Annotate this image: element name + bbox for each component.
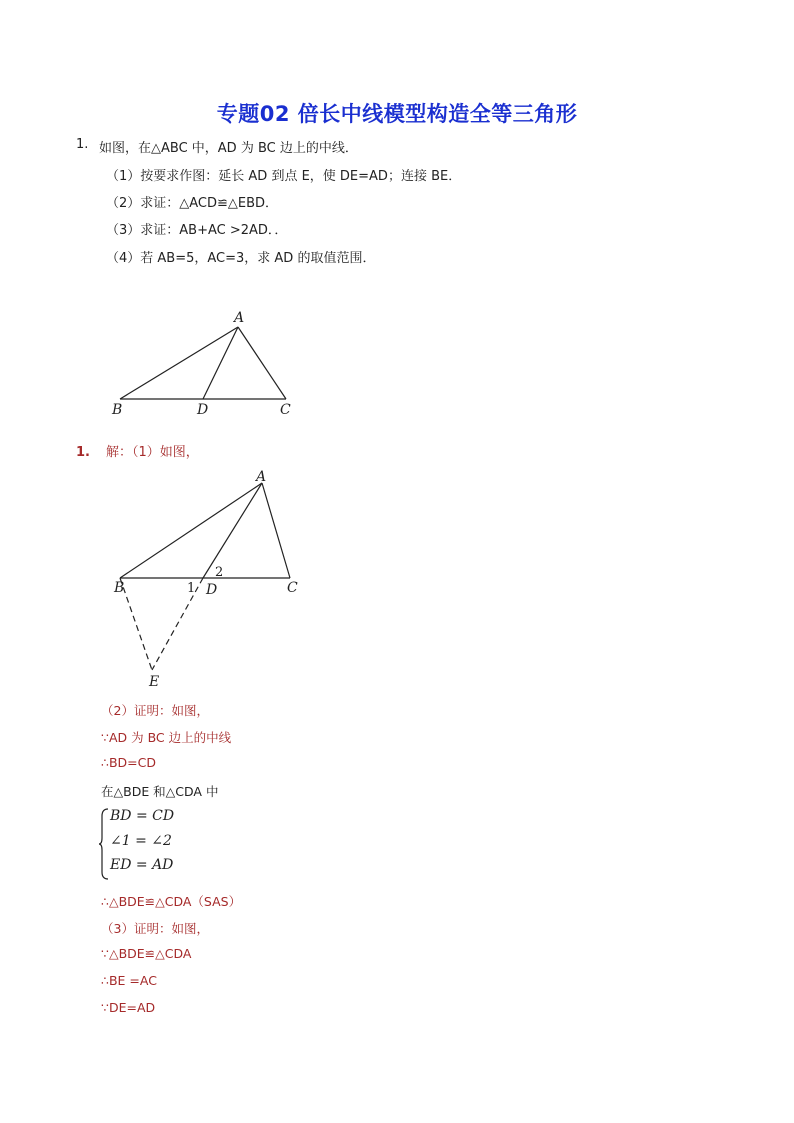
label-a: A (234, 310, 245, 326)
segment-be (120, 578, 152, 670)
segment-ac (238, 327, 286, 399)
part2-heading: （2）证明：如图， (101, 703, 209, 718)
system-line-2: ∠1 = ∠2 (110, 833, 172, 849)
segment-ac (262, 483, 290, 578)
question-part-3: （3）求证：AB+AC >2AD．． (106, 223, 288, 238)
question-stem: 如图，在△ABC 中，AD 为 BC 边上的中线． (99, 141, 358, 156)
question-number: 1. (76, 137, 89, 152)
system-line-3: ED = AD (110, 857, 174, 873)
question-part-2: （2）求证：△ACD≌△EBD． (106, 196, 279, 211)
page-title: 专题02 倍长中线模型构造全等三角形 (216, 102, 578, 126)
label-a: A (256, 469, 267, 485)
part2-conclusion: ∴△BDE≌△CDA（SAS） (101, 894, 242, 909)
equation-system (98, 806, 218, 880)
answer-number: 1. (76, 445, 90, 460)
label-d: D (197, 402, 209, 418)
part2-bd-eq-cd: ∴BD=CD (101, 755, 156, 770)
answer-intro: 解：（1）如图， (105, 445, 199, 460)
label-c: C (287, 580, 298, 596)
question-part-4: （4）若 AB=5，AC=3，求 AD 的取值范围． (106, 251, 376, 266)
part2-in-triangles: 在△BDE 和△CDA 中 (101, 784, 219, 799)
label-e: E (149, 674, 160, 690)
left-brace (98, 808, 110, 880)
label-c: C (280, 402, 291, 418)
segment-ab (120, 483, 262, 578)
question-part-1: （1）按要求作图：延长 AD 到点 E，使 DE=AD；连接 BE． (106, 169, 462, 184)
answer-heading (76, 441, 199, 460)
part2-since-median: ∵AD 为 BC 边上的中线 (101, 730, 232, 745)
figure-triangle-abc (100, 305, 320, 425)
label-b: B (114, 580, 125, 596)
angle-label-2: 2 (215, 565, 224, 580)
label-b: B (112, 402, 123, 418)
part3-de-eq-ad: ∵DE=AD (101, 1000, 156, 1015)
part3-since-congruent: ∵△BDE≌△CDA (101, 946, 192, 961)
figure-extended-median (105, 465, 325, 695)
label-d: D (206, 582, 218, 598)
segment-de (152, 578, 203, 670)
system-line-1: BD = CD (110, 808, 175, 824)
segment-ad (203, 483, 262, 578)
part3-heading: （3）证明：如图， (101, 921, 209, 936)
part3-be-eq-ac: ∴BE =AC (101, 973, 157, 988)
angle-label-1: 1 (187, 581, 196, 596)
